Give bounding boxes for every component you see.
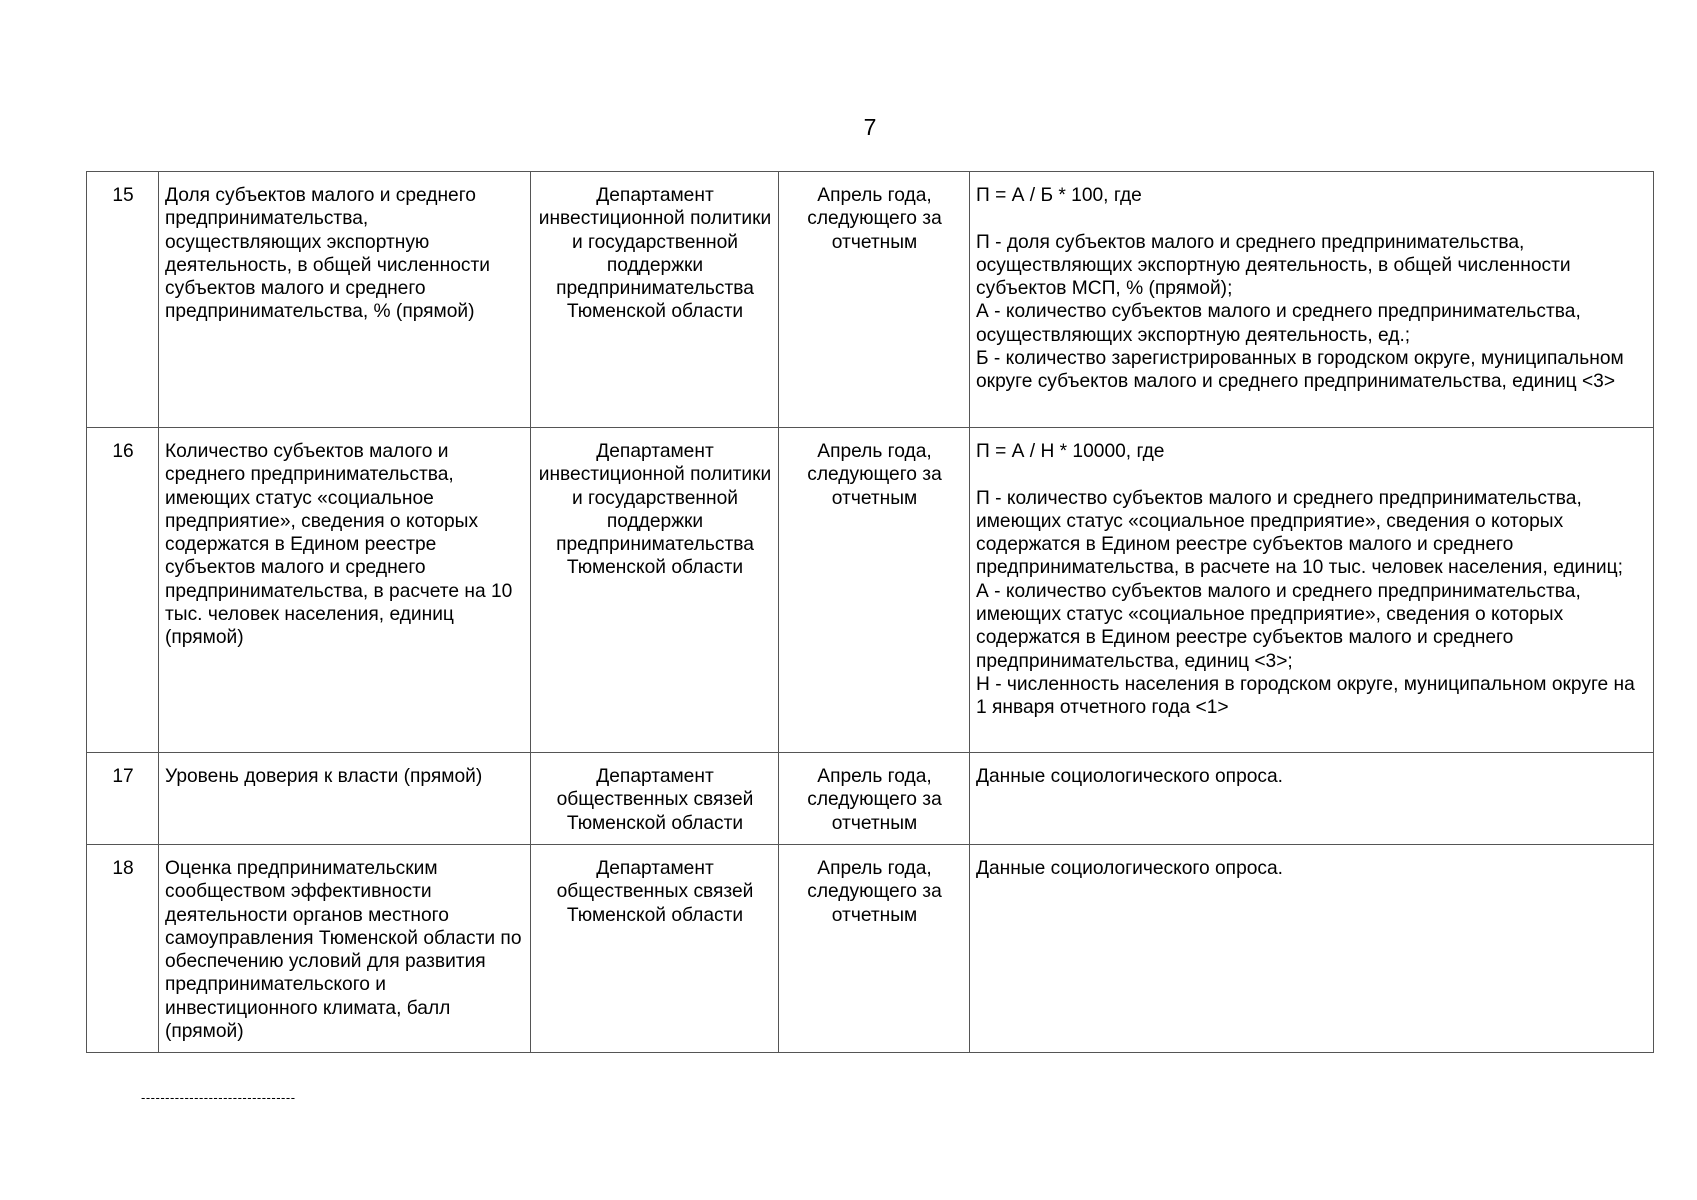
- reporting-deadline: Апрель года, следующего за отчетным: [779, 428, 970, 753]
- table-row: [87, 753, 1654, 845]
- reporting-deadline: Апрель года, следующего за отчетным: [779, 172, 970, 428]
- reporting-deadline: Апрель года, следующего за отчетным: [779, 845, 970, 1053]
- formula-definition: А - количество субъектов малого и среднего предпринимательства, осуществляющих экспортную деятельность, ед.;: [976, 301, 1581, 346]
- calculation-method: Данные социологического опроса.: [970, 845, 1654, 1053]
- table-row: [87, 428, 1654, 753]
- table-row: [87, 172, 1654, 428]
- responsible-department: Департамент инвестиционной политики и государственной поддержки предпринимательства Тюменской области: [531, 172, 779, 428]
- calculation-method: [970, 172, 1654, 428]
- formula-definition: А - количество субъектов малого и среднего предпринимательства, имеющих статус «социальное предприятие», сведения о которых содержатся в Едином реестре субъектов малого и среднего предпринимательства, единиц <3>;: [976, 580, 1581, 672]
- indicator-name: Доля субъектов малого и среднего предпринимательства, осуществляющих экспортную деятельность, в общей численности субъектов малого и среднего предпринимательства, % (прямой): [159, 172, 531, 428]
- row-number: 18: [87, 845, 159, 1053]
- row-number: 17: [87, 753, 159, 845]
- formula-definition: Н - численность населения в городском округе, муниципальном округе на 1 января отчетного года <1>: [976, 673, 1635, 719]
- formula-definition: Б - количество зарегистрированных в городском округе, муниципальном округе субъектов малого и среднего предпринимательства, единиц <3>: [976, 348, 1624, 393]
- calculation-method: [970, 428, 1654, 753]
- responsible-department: Департамент инвестиционной политики и государственной поддержки предпринимательства Тюменской области: [531, 428, 779, 753]
- indicator-name: Уровень доверия к власти (прямой): [159, 753, 531, 845]
- footnote-separator: --------------------------------: [141, 1090, 296, 1105]
- indicators-table: [86, 171, 1654, 1053]
- formula: П = А / Б * 100, где: [976, 185, 1142, 206]
- formula-definition: П - доля субъектов малого и среднего предпринимательства, осуществляющих экспортную деятельность, в общей численности субъектов МСП, % (прямой);: [976, 231, 1571, 300]
- page-number: 7: [863, 114, 877, 140]
- calculation-method: Данные социологического опроса.: [970, 753, 1654, 845]
- indicator-name: Оценка предпринимательским сообществом эффективности деятельности органов местного самоуправления Тюменской области по обеспечению условий для развития предпринимательского и инвестиционного климата, балл (прямой): [159, 845, 531, 1053]
- table-row: [87, 845, 1654, 1053]
- row-number: 15: [87, 172, 159, 428]
- indicator-name: Количество субъектов малого и среднего предпринимательства, имеющих статус «социальное предприятие», сведения о которых содержатся в Едином реестре субъектов малого и среднего предпринимательства, в расчете на 10 тыс. человек населения, единиц (прямой): [159, 428, 531, 753]
- formula-definition: П - количество субъектов малого и среднего предпринимательства, имеющих статус «социальное предприятие», сведения о которых содержатся в Едином реестре субъектов малого и среднего предпринимательства, в расчете на 10 тыс. человек населения, единиц;: [976, 487, 1623, 579]
- responsible-department: Департамент общественных связей Тюменской области: [531, 753, 779, 845]
- formula: П = А / Н * 10000, где: [976, 441, 1165, 462]
- reporting-deadline: Апрель года, следующего за отчетным: [779, 753, 970, 845]
- row-number: 16: [87, 428, 159, 753]
- responsible-department: Департамент общественных связей Тюменской области: [531, 845, 779, 1053]
